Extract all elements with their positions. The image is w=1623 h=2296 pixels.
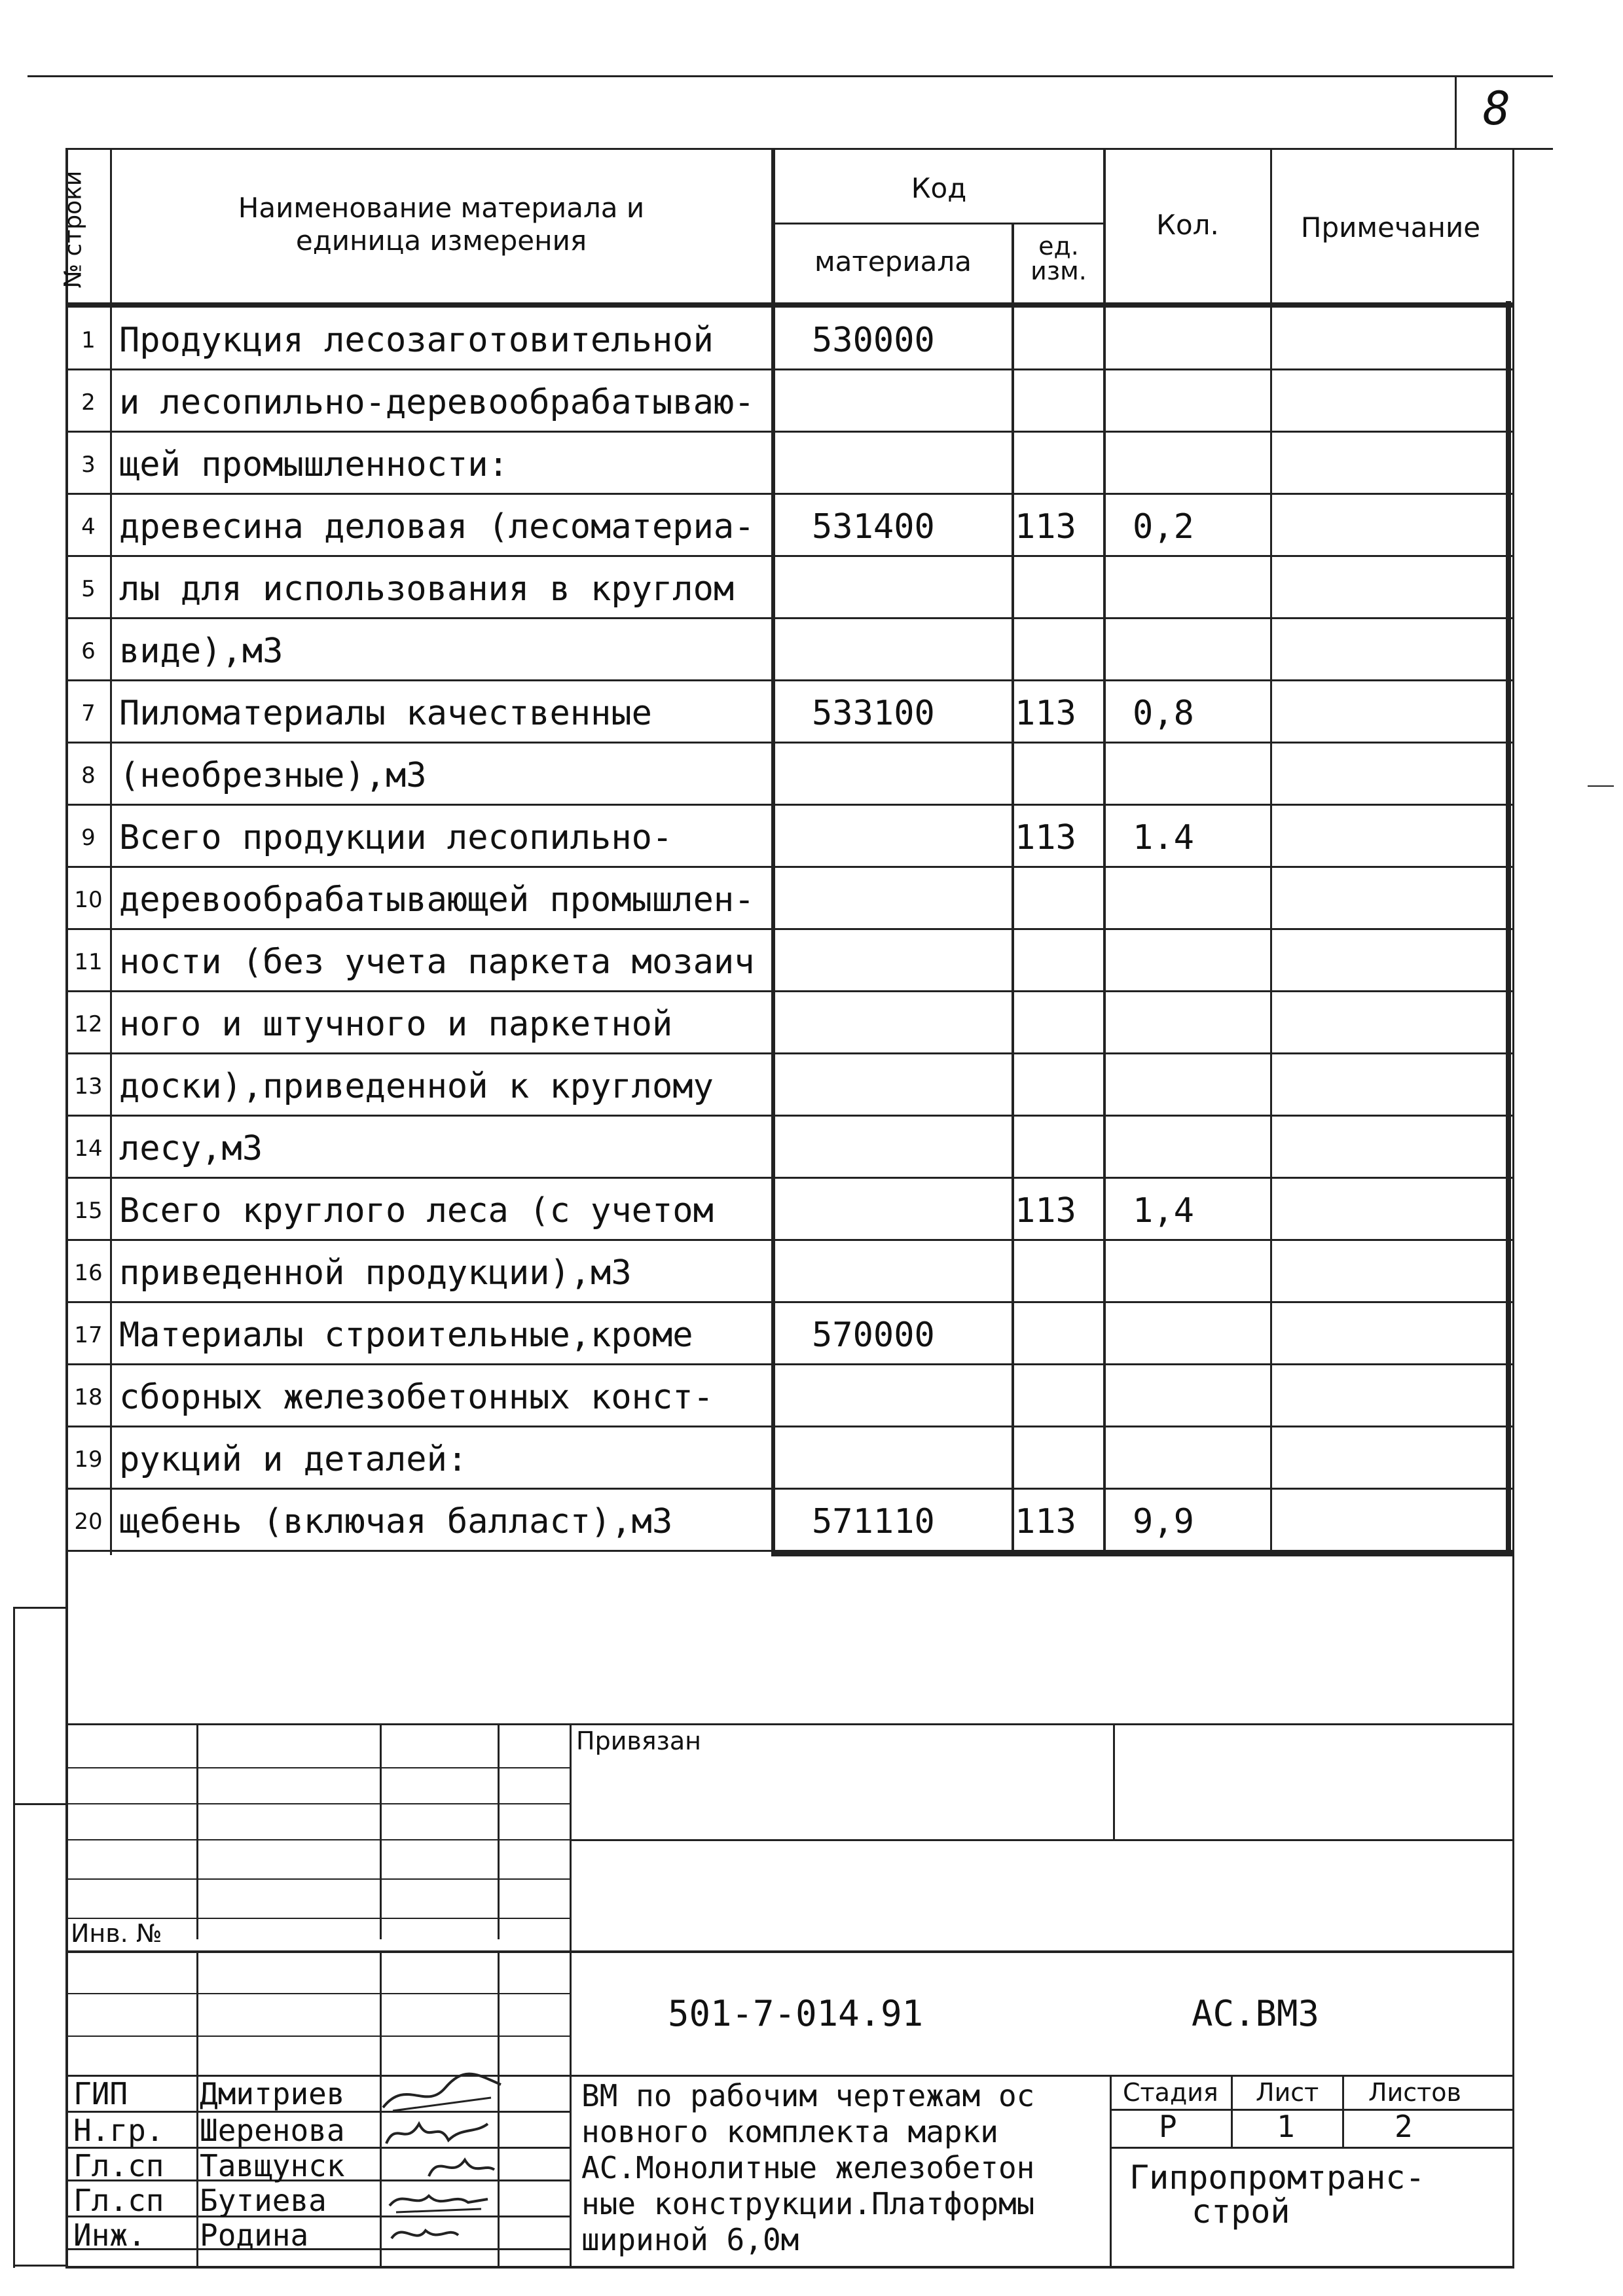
signatory-role: Инж. <box>73 2217 146 2253</box>
unit-header-line1: ед. <box>1038 232 1079 260</box>
sheet-value: 1 <box>1277 2109 1295 2144</box>
row-number: 11 <box>74 949 103 975</box>
unit-header-line2: изм. <box>1030 257 1087 285</box>
linked-divider <box>1113 1723 1115 1841</box>
row-number: 12 <box>74 1011 103 1037</box>
material-header: материала <box>814 245 972 278</box>
top-border <box>27 75 1553 77</box>
quantity: 0,2 <box>1133 507 1194 547</box>
header-bottom-line <box>65 302 1512 308</box>
material-name: ного и штучного и паркетной <box>119 1005 673 1044</box>
page-frame-right <box>1512 148 1514 2269</box>
signatory-role: ГИП <box>73 2076 128 2111</box>
row-number: 13 <box>74 1073 103 1100</box>
page-number-box-left <box>1455 75 1457 149</box>
signatory-role: Н.гр. <box>73 2113 164 2148</box>
sheet-label: Лист <box>1256 2078 1319 2107</box>
info-col2 <box>1342 2075 1344 2148</box>
stamp-grid-r4 <box>65 1878 570 1880</box>
binding-line <box>13 1607 15 2268</box>
unit-code: 113 <box>1015 818 1076 857</box>
quantity: 1.4 <box>1133 818 1194 857</box>
linked-bottom <box>570 1839 1512 1841</box>
organization-line1: Гипропромтранс- <box>1129 2159 1425 2197</box>
row-number: 20 <box>74 1509 103 1535</box>
material-name: лы для использования в круглом <box>119 569 735 609</box>
stamp-inv-line <box>65 1950 1512 1953</box>
code-header: Код <box>911 172 967 204</box>
material-name: Всего круглого леса (с учетом <box>119 1191 714 1230</box>
signatory-name: Шеренова <box>200 2113 345 2148</box>
quantity: 1,4 <box>1133 1191 1194 1230</box>
signatory-name: Бутиева <box>200 2183 327 2218</box>
signature-glsp2 <box>383 2183 494 2215</box>
signatory-name: Родина <box>200 2217 309 2253</box>
stamp-col-b <box>380 1723 382 1939</box>
unit-code: 113 <box>1015 694 1076 733</box>
row-number: 18 <box>74 1384 103 1410</box>
material-name: щей промышленности: <box>119 445 509 484</box>
material-code: 531400 <box>812 507 935 547</box>
material-code: 571110 <box>812 1502 935 1541</box>
drawing-title-line: ные конструкции.Платформы <box>581 2186 1035 2221</box>
material-name: щебень (включая балласт),м3 <box>119 1502 673 1541</box>
note-header: Примечание <box>1300 211 1481 243</box>
linked-label: Привязан <box>576 1727 701 1755</box>
unit-code: 113 <box>1015 507 1076 547</box>
stage-label: Стадия <box>1123 2078 1218 2107</box>
material-name: лесу,м3 <box>119 1129 263 1168</box>
row-number: 14 <box>74 1136 103 1162</box>
unit-code: 113 <box>1015 1191 1076 1230</box>
name-header-line2: единица измерения <box>295 224 587 257</box>
material-name: приведенной продукции),м3 <box>119 1253 632 1293</box>
row-number: 6 <box>81 638 96 664</box>
stage-value: Р <box>1159 2109 1177 2144</box>
lower-col-a <box>196 1953 198 2267</box>
row-number: 9 <box>81 825 96 851</box>
signature-glsp1 <box>426 2150 498 2183</box>
material-name: рукций и деталей: <box>119 1440 468 1479</box>
material-name: виде),м3 <box>119 632 283 671</box>
signatory-role: Гл.сп <box>73 2183 164 2218</box>
row-number: 1 <box>81 327 96 353</box>
signatory-name: Тавщунск <box>200 2148 345 2183</box>
info-divider <box>1110 2075 1112 2268</box>
signatory-name: Дмитриев <box>200 2076 345 2111</box>
drawing-title-line: АС.Монолитные железобетон <box>581 2150 1035 2185</box>
material-name: деревообрабатывающей промышлен- <box>119 880 755 920</box>
header-split-line <box>773 223 1105 224</box>
stamp-grid-r3 <box>65 1839 570 1840</box>
row-number: 8 <box>81 762 96 789</box>
binding-bottom <box>13 2265 65 2267</box>
row-number: 10 <box>74 887 103 913</box>
stamp-grid-r1 <box>65 1767 570 1768</box>
row-number: 17 <box>74 1322 103 1348</box>
row-number: 19 <box>74 1446 103 1473</box>
page-frame-top <box>65 148 1553 150</box>
material-name: ности (без учета паркета мозаич <box>119 942 755 982</box>
row-number: 15 <box>74 1198 103 1224</box>
material-name: Материалы строительные,кроме <box>119 1316 693 1355</box>
sheets-label: Листов <box>1368 2078 1461 2107</box>
row-number: 4 <box>81 514 96 540</box>
signature-inzh <box>386 2219 465 2248</box>
unit-code: 113 <box>1015 1502 1076 1541</box>
material-name: сборных железобетонных конст- <box>119 1378 714 1417</box>
page-number: 8 <box>1483 82 1511 135</box>
sheet-code: АС.ВМ3 <box>1192 1993 1320 2034</box>
row-number: 7 <box>81 700 96 726</box>
name-header-line1: Наименование материала и <box>238 192 645 224</box>
material-name: Продукция лесозаготовительной <box>119 321 714 360</box>
material-name: доски),приведенной к круглому <box>119 1067 714 1106</box>
row-number: 3 <box>81 452 96 478</box>
drawing-title-line: шириной 6,0м <box>581 2222 799 2257</box>
material-name: и лесопильно-деревообрабатываю- <box>119 383 755 422</box>
signatory-role: Гл.сп <box>73 2148 164 2183</box>
quantity: 9,9 <box>1133 1502 1194 1541</box>
stamp-left <box>65 1555 68 2269</box>
signature-gip <box>380 2072 504 2117</box>
qty-header: Кол. <box>1156 209 1219 241</box>
organization-line2: строй <box>1192 2193 1290 2231</box>
inv-no-label: Инв. № <box>71 1919 162 1948</box>
material-code: 530000 <box>812 321 935 360</box>
stamp-grid-r2 <box>65 1803 570 1804</box>
lower-grid-r2 <box>65 2036 570 2037</box>
material-code: 533100 <box>812 694 935 733</box>
binding-mid <box>13 1803 65 1805</box>
material-name: Пиломатериалы качественные <box>119 694 652 733</box>
info-row2 <box>1110 2147 1512 2149</box>
material-code: 570000 <box>812 1316 935 1355</box>
stamp-col-d <box>570 1723 572 2267</box>
row-number-header: № строки <box>60 170 87 289</box>
doc-code: 501-7-014.91 <box>668 1993 924 2034</box>
material-name: (необрезные),м3 <box>119 756 427 795</box>
table-bottom-line <box>771 1551 1512 1556</box>
stamp-col-a <box>196 1723 198 1939</box>
info-col1 <box>1231 2075 1233 2148</box>
table-row <box>65 1116 1512 1178</box>
row-number: 16 <box>74 1260 103 1286</box>
quantity: 0,8 <box>1133 694 1194 733</box>
lower-grid-r1 <box>65 1993 570 1994</box>
row-number: 5 <box>81 576 96 602</box>
drawing-title-line: ВМ по рабочим чертежам ос <box>581 2078 1035 2113</box>
stamp-top <box>65 1723 1512 1725</box>
margin-tick <box>1588 785 1614 787</box>
sheets-value: 2 <box>1395 2109 1413 2144</box>
stamp-bottom <box>65 2266 1512 2269</box>
stamp-col-c <box>498 1723 500 1939</box>
signature-ngr <box>383 2114 494 2153</box>
row-number: 2 <box>81 389 96 416</box>
binding-top <box>13 1607 65 1609</box>
material-name: древесина деловая (лесоматериа- <box>119 507 755 547</box>
drawing-title-line: новного комплекта марки <box>581 2114 998 2149</box>
material-name: Всего продукции лесопильно- <box>119 818 673 857</box>
